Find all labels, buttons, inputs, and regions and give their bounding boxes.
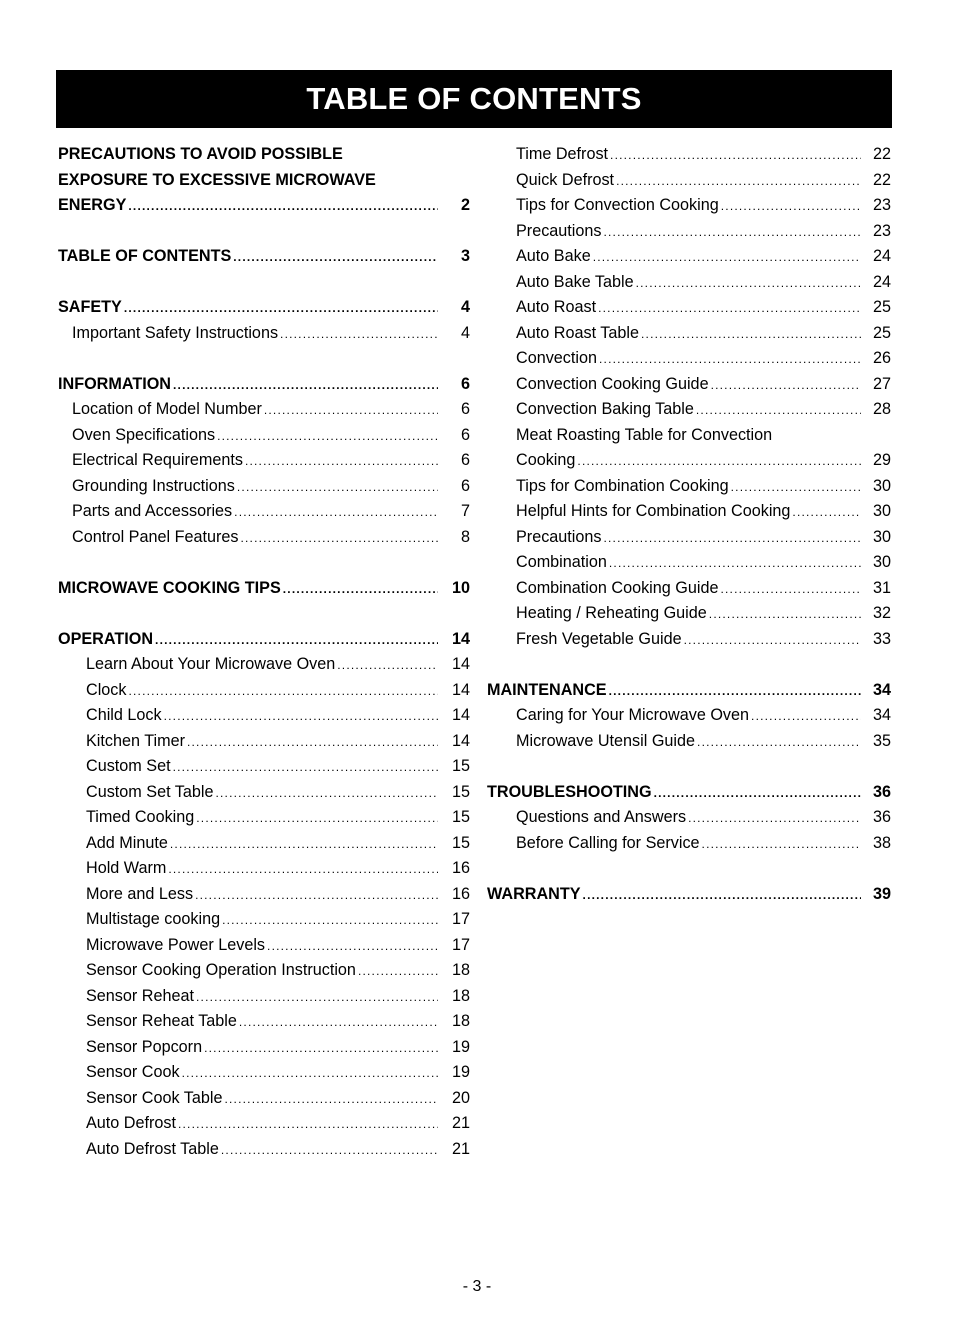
toc-entry-title: SAFETY	[58, 298, 122, 316]
toc-entry-title: OPERATION	[58, 629, 154, 648]
toc-entry-page: 22	[872, 170, 891, 189]
toc-entry-title: Auto Roast Table	[516, 323, 639, 342]
toc-entry-title: Sensor Cook	[86, 1063, 180, 1081]
toc-entry-title: Sensor Cooking Operation Instruction	[86, 961, 356, 979]
toc-entry-title: TROUBLESHOOTING	[487, 782, 652, 801]
toc-entry-title: Convection Baking Table	[516, 400, 694, 418]
toc-entry[interactable]	[58, 1114, 470, 1140]
toc-entry[interactable]	[487, 477, 891, 503]
toc-entry[interactable]	[487, 706, 891, 732]
toc-entry-page: 6	[460, 425, 470, 444]
toc-entry-title: Hold Warm	[86, 859, 167, 877]
toc-entry-page: 20	[451, 1088, 470, 1107]
toc-entry[interactable]	[487, 502, 891, 528]
toc-entry-title: Tips for Convection Cooking	[516, 196, 719, 214]
toc-entry-page: 21	[451, 1114, 470, 1132]
toc-entry[interactable]	[58, 1038, 470, 1064]
section-gap	[58, 604, 470, 630]
dot-leader	[697, 735, 861, 749]
toc-entry-page: 15	[451, 833, 470, 852]
toc-entry-page: 34	[872, 706, 891, 724]
dot-leader	[195, 888, 438, 902]
toc-entry-page: 6	[460, 400, 470, 418]
dot-leader	[239, 1015, 438, 1029]
dot-leader	[170, 837, 438, 851]
toc-entry-page: 14	[451, 680, 470, 699]
toc-entry[interactable]	[487, 273, 891, 299]
toc-entry-page: 38	[872, 833, 891, 852]
toc-entry[interactable]	[58, 987, 470, 1013]
dot-leader	[222, 913, 438, 927]
toc-entry-page: 17	[451, 935, 470, 954]
toc-entry-title: Microwave Utensil Guide	[516, 731, 696, 750]
dot-leader	[182, 1066, 438, 1080]
dot-leader	[751, 709, 861, 723]
toc-entry-page: 14	[451, 629, 470, 648]
toc-entry-page: 32	[872, 604, 891, 622]
toc-entry-title: Quick Defrost	[516, 170, 615, 189]
toc-entry-title: WARRANTY	[487, 884, 581, 903]
toc-entry-page: 6	[460, 476, 470, 495]
toc-entry-title: Sensor Reheat	[86, 986, 194, 1005]
toc-entry-page: 7	[460, 502, 470, 520]
toc-entry-title: Sensor Cook Table	[86, 1088, 223, 1107]
dot-leader	[237, 480, 438, 494]
toc-entry-page: 14	[451, 655, 470, 673]
toc-entry-title: Learn About Your Microwave Oven	[86, 655, 336, 673]
dot-leader	[224, 1092, 438, 1106]
toc-entry-title: PRECAUTIONS TO AVOID POSSIBLE	[58, 145, 343, 163]
toc-section-entry[interactable]	[58, 298, 470, 324]
dot-leader	[731, 480, 861, 494]
dot-leader	[610, 148, 861, 162]
toc-section-entry[interactable]	[487, 885, 891, 911]
toc-entry[interactable]	[58, 808, 470, 834]
toc-entry[interactable]	[487, 426, 891, 452]
toc-entry-page: 27	[872, 374, 891, 393]
dot-leader	[603, 225, 861, 239]
toc-entry-page: 26	[872, 349, 891, 367]
dot-leader	[709, 607, 861, 621]
page-number: - 3 -	[462, 1278, 492, 1295]
toc-entry-title: Multistage cooking	[86, 910, 221, 928]
toc-section-entry[interactable]	[58, 630, 470, 656]
section-gap	[487, 859, 891, 885]
toc-entry[interactable]	[58, 451, 470, 477]
dot-leader	[168, 862, 438, 876]
toc-entry[interactable]	[487, 732, 891, 758]
dot-leader	[245, 454, 438, 468]
toc-entry-title: Parts and Accessories	[72, 502, 233, 520]
toc-entry[interactable]	[487, 247, 891, 273]
dot-leader	[792, 505, 861, 519]
toc-section-entry[interactable]	[58, 247, 470, 273]
dot-leader	[155, 633, 438, 647]
toc-entry-page: 34	[872, 680, 891, 699]
toc-entry[interactable]	[487, 196, 891, 222]
section-gap	[58, 553, 470, 579]
toc-entry[interactable]	[58, 1012, 470, 1038]
toc-entry-title: Tips for Combination Cooking	[516, 476, 729, 495]
dot-leader	[688, 811, 861, 825]
dot-leader	[721, 199, 861, 213]
dot-leader	[702, 837, 861, 851]
dot-leader	[636, 276, 861, 290]
dot-leader	[196, 990, 438, 1004]
toc-entry-title: Convection	[516, 349, 597, 367]
toc-entry-title: Caring for Your Microwave Oven	[516, 706, 750, 724]
toc-entry-page: 4	[460, 323, 470, 342]
toc-entry[interactable]	[58, 859, 470, 885]
toc-entry[interactable]	[58, 885, 470, 911]
toc-entry-title: More and Less	[86, 884, 194, 903]
toc-left-column	[58, 145, 470, 1165]
toc-entry-title: Add Minute	[86, 833, 168, 852]
dot-leader	[599, 352, 861, 366]
toc-entry-page: 19	[451, 1037, 470, 1056]
toc-entry-title: Electrical Requirements	[72, 451, 243, 469]
toc-entry-title: Custom Set Table	[86, 782, 214, 801]
toc-entry-title: Precautions	[516, 527, 602, 546]
dot-leader	[217, 429, 438, 443]
toc-entry-title: Questions and Answers	[516, 808, 687, 826]
toc-entry-title: Microwave Power Levels	[86, 935, 266, 954]
toc-entry-title: Heating / Reheating Guide	[516, 604, 707, 622]
toc-entry-page: 18	[451, 961, 470, 979]
toc-entry[interactable]	[487, 451, 891, 477]
dot-leader	[593, 250, 861, 264]
toc-entry-page: 35	[872, 731, 891, 750]
toc-entry-title: Cooking	[516, 451, 576, 469]
toc-entry-title: Combination	[516, 553, 607, 571]
toc-entry-page: 15	[451, 757, 470, 775]
dot-leader	[196, 811, 438, 825]
toc-section-entry[interactable]	[58, 196, 470, 222]
dot-leader	[358, 964, 438, 978]
dot-leader	[178, 1117, 438, 1131]
section-gap	[58, 222, 470, 248]
section-gap	[487, 757, 891, 783]
toc-entry[interactable]	[58, 834, 470, 860]
toc-entry-page: 18	[451, 1012, 470, 1030]
toc-entry-title: Oven Specifications	[72, 425, 216, 444]
toc-entry-title: Convection Cooking Guide	[516, 374, 709, 393]
dot-leader	[233, 250, 438, 264]
toc-entry-page: 23	[872, 196, 891, 214]
toc-entry[interactable]	[487, 808, 891, 834]
toc-section-entry[interactable]	[58, 375, 470, 401]
dot-leader	[654, 786, 861, 800]
toc-entry[interactable]	[58, 426, 470, 452]
dot-leader	[696, 403, 861, 417]
toc-entry-title: Child Lock	[86, 706, 162, 724]
dot-leader	[173, 378, 438, 392]
dot-leader	[240, 531, 438, 545]
dot-leader	[337, 658, 438, 672]
toc-entry-page: 30	[872, 502, 891, 520]
dot-leader	[215, 786, 438, 800]
toc-entry-page: 36	[872, 808, 891, 826]
toc-entry-page: 6	[460, 374, 470, 393]
toc-entry-page: 39	[872, 884, 891, 903]
dot-leader	[641, 327, 861, 341]
toc-entry-page: 18	[451, 986, 470, 1005]
dot-leader	[598, 301, 861, 315]
toc-entry-page: 14	[451, 731, 470, 750]
toc-entry-title: Sensor Popcorn	[86, 1037, 203, 1056]
toc-entry-page: 25	[872, 298, 891, 316]
dot-leader	[164, 709, 438, 723]
toc-entry-title: Kitchen Timer	[86, 731, 185, 750]
toc-entry[interactable]	[487, 604, 891, 630]
dot-leader	[720, 582, 861, 596]
dot-leader	[280, 327, 438, 341]
toc-entry-page: 10	[451, 578, 470, 597]
toc-entry-page: 24	[872, 247, 891, 265]
toc-entry-page: 25	[872, 323, 891, 342]
toc-entry[interactable]	[487, 171, 891, 197]
toc-entry-title: Before Calling for Service	[516, 833, 700, 852]
toc-entry-page: 19	[451, 1063, 470, 1081]
dot-leader	[187, 735, 438, 749]
toc-entry-title: Auto Bake Table	[516, 272, 634, 291]
page-title: TABLE OF CONTENTS	[306, 81, 642, 116]
toc-entry[interactable]	[487, 222, 891, 248]
toc-entry-page: 29	[872, 451, 891, 469]
toc-entry-title: Grounding Instructions	[72, 476, 235, 495]
toc-entry-page: 23	[872, 221, 891, 240]
toc-entry-title: Control Panel Features	[72, 527, 239, 546]
toc-entry-page: 24	[872, 272, 891, 291]
toc-entry-page: 22	[872, 145, 891, 163]
toc-entry-title: Time Defrost	[516, 145, 609, 163]
title-banner	[56, 70, 892, 128]
toc-entry-title: Fresh Vegetable Guide	[516, 629, 682, 648]
toc-entry-page: 8	[460, 527, 470, 546]
toc-section-entry[interactable]	[58, 579, 470, 605]
toc-entry-page: 6	[460, 451, 470, 469]
dot-leader	[684, 633, 861, 647]
toc-entry[interactable]	[58, 681, 470, 707]
toc-entry-title: Auto Bake	[516, 247, 591, 265]
toc-entry-page: 3	[460, 247, 470, 265]
toc-entry-page: 36	[872, 782, 891, 801]
toc-entry[interactable]	[487, 400, 891, 426]
toc-entry-page: 21	[451, 1139, 470, 1158]
dot-leader	[577, 454, 861, 468]
toc-entry[interactable]	[58, 910, 470, 936]
toc-entry-title: Custom Set	[86, 757, 171, 775]
dot-leader	[609, 556, 861, 570]
toc-entry-page: 30	[872, 553, 891, 571]
toc-section-entry[interactable]	[487, 681, 891, 707]
dot-leader	[173, 760, 438, 774]
toc-entry[interactable]	[58, 961, 470, 987]
toc-entry[interactable]	[487, 553, 891, 579]
toc-entry[interactable]	[487, 579, 891, 605]
toc-entry[interactable]	[58, 502, 470, 528]
toc-entry-title: Auto Defrost	[86, 1114, 176, 1132]
toc-entry-title: Important Safety Instructions	[72, 323, 279, 342]
toc-entry-title: ENERGY	[58, 196, 127, 214]
dot-leader	[711, 378, 861, 392]
dot-leader	[204, 1041, 438, 1055]
toc-entry-page: 33	[872, 629, 891, 648]
toc-entry-title: Timed Cooking	[86, 808, 195, 826]
section-gap	[58, 349, 470, 375]
dot-leader	[609, 684, 861, 698]
toc-entry-title: EXPOSURE TO EXCESSIVE MICROWAVE	[58, 170, 376, 189]
toc-entry-title: Sensor Reheat Table	[86, 1012, 237, 1030]
toc-entry-page: 30	[872, 527, 891, 546]
toc-entry[interactable]	[487, 324, 891, 350]
dot-leader	[264, 403, 438, 417]
toc-entry[interactable]	[58, 732, 470, 758]
toc-entry-title: TABLE OF CONTENTS	[58, 247, 232, 265]
toc-section-entry[interactable]	[58, 171, 470, 197]
toc-entry-title: Combination Cooking Guide	[516, 578, 719, 597]
toc-entry[interactable]	[58, 324, 470, 350]
toc-entry-page: 30	[872, 476, 891, 495]
toc-entry-page: 17	[451, 910, 470, 928]
toc-entry[interactable]	[487, 528, 891, 554]
toc-entry-page: 16	[451, 859, 470, 877]
dot-leader	[583, 888, 861, 902]
toc-entry[interactable]	[58, 1063, 470, 1089]
toc-entry-page: 15	[451, 782, 470, 801]
toc-entry[interactable]	[58, 1140, 470, 1166]
toc-entry[interactable]	[487, 834, 891, 860]
toc-entry[interactable]	[487, 298, 891, 324]
toc-entry-page: 2	[460, 196, 470, 214]
toc-entry[interactable]	[487, 145, 891, 171]
toc-entry[interactable]	[58, 757, 470, 783]
dot-leader	[124, 301, 438, 315]
toc-entry-page: 14	[451, 706, 470, 724]
dot-leader	[221, 1143, 438, 1157]
toc-entry[interactable]	[58, 1089, 470, 1115]
toc-entry-title: Meat Roasting Table for Convection	[516, 425, 773, 444]
toc-entry[interactable]	[487, 630, 891, 656]
toc-entry[interactable]	[487, 349, 891, 375]
toc-right-column	[487, 145, 891, 910]
toc-entry-title: Auto Defrost Table	[86, 1139, 219, 1158]
toc-entry-page: 15	[451, 808, 470, 826]
toc-entry[interactable]	[58, 706, 470, 732]
toc-entry-title: Auto Roast	[516, 298, 597, 316]
toc-entry[interactable]	[58, 477, 470, 503]
dot-leader	[283, 582, 438, 596]
toc-section-entry[interactable]	[58, 145, 470, 171]
toc-entry[interactable]	[58, 400, 470, 426]
dot-leader	[267, 939, 438, 953]
toc-entry-title: INFORMATION	[58, 374, 171, 393]
toc-entry[interactable]	[487, 375, 891, 401]
toc-entry-page: 31	[872, 578, 891, 597]
toc-entry-page: 4	[460, 298, 470, 316]
dot-leader	[128, 684, 438, 698]
toc-entry[interactable]	[58, 655, 470, 681]
toc-entry-page: 16	[451, 884, 470, 903]
toc-entry-title: Clock	[86, 680, 127, 699]
toc-entry[interactable]	[58, 528, 470, 554]
dot-leader	[234, 505, 438, 519]
section-gap	[58, 273, 470, 299]
section-gap	[487, 655, 891, 681]
toc-entry-title: MAINTENANCE	[487, 680, 607, 699]
dot-leader	[603, 531, 861, 545]
toc-entry-title: MICROWAVE COOKING TIPS	[58, 578, 281, 597]
dot-leader	[128, 199, 438, 213]
toc-entry-page: 28	[872, 400, 891, 418]
toc-section-entry[interactable]	[487, 783, 891, 809]
dot-leader	[616, 174, 861, 188]
toc-entry[interactable]	[58, 936, 470, 962]
toc-entry[interactable]	[58, 783, 470, 809]
toc-entry-title: Helpful Hints for Combination Cooking	[516, 502, 791, 520]
toc-entry-title: Precautions	[516, 221, 602, 240]
toc-entry-title: Location of Model Number	[72, 400, 262, 418]
